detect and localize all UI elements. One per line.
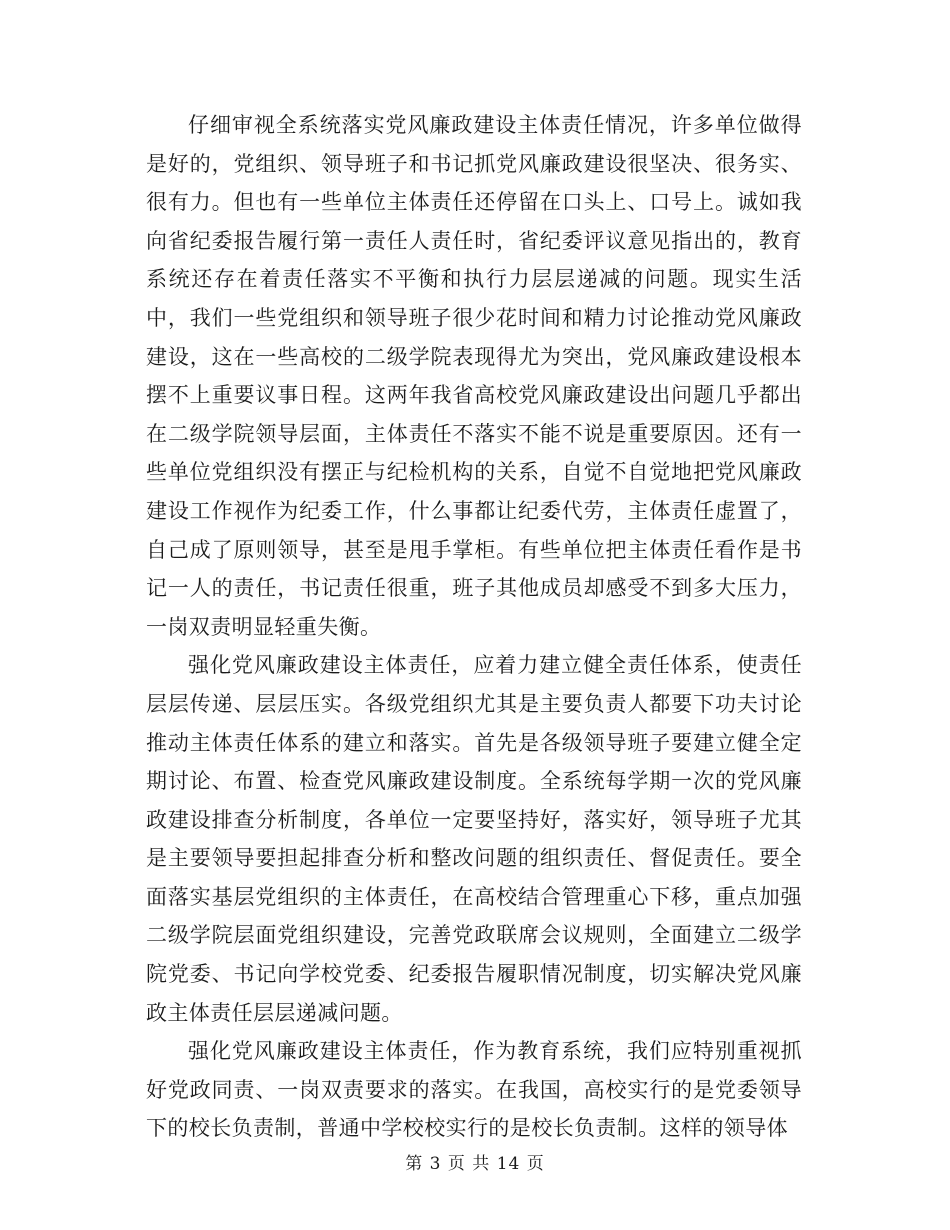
paragraph-2: 强化党风廉政建设主体责任，应着力建立健全责任体系，使责任层层传递、层层压实。各级党组织尤其是主要负责人都要下功夫讨论推动主体责任体系的建立和落实。首先是各级领导班子要建立健全定期讨论、布置、检查党风廉政建设制度。全系统每学期一次的党风廉政建设排查分析制度，各单位一定要坚持好，落实好，领导班子尤其是主要领导要担起排查分析和整改问题的组织责任、督促责任。要全面落实基层党组织的主体责任，在高校结合管理重心下移，重点加强二级学院层面党组织建设，完善党政联席会议规则，全面建立二级学院党委、书记向学校党委、纪委报告履职情况制度，切实解决党风廉政主体责任层层递减问题。 (146, 653, 802, 1025)
paragraph-3: 强化党风廉政建设主体责任，作为教育系统，我们应特别重视抓好党政同责、一岗双责要求的落实。在我国，高校实行的是党委领导下的校长负责制，普通中学校校实行的是校长负责制。这样的领导体 (146, 1039, 802, 1141)
paragraph-1: 仔细审视全系统落实党风廉政建设主体责任情况，许多单位做得是好的，党组织、领导班子和书记抓党风廉政建设很坚决、很务实、很有力。但也有一些单位主体责任还停留在口头上、口号上。诚如我向省纪委报告履行第一责任人责任时，省纪委评议意见指出的，教育系统还存在着责任落实不平衡和执行力层层递减的问题。现实生活中，我们一些党组织和领导班子很少花时间和精力讨论推动党风廉政建设，这在一些高校的二级学院表现得尤为突出，党风廉政建设根本摆不上重要议事日程。这两年我省高校党风廉政建设出问题几乎都出在二级学院领导层面，主体责任不落实不能不说是重要原因。还有一些单位党组织没有摆正与纪检机构的关系，自觉不自觉地把党风廉政建设工作视作为纪委工作，什么事都让纪委代劳，主体责任虚置了，自己成了原则领导，甚至是甩手掌柜。有些单位把主体责任看作是书记一人的责任，书记责任很重，班子其他成员却感受不到多大压力，一岗双责明显轻重失衡。 (146, 113, 802, 639)
page-number-footer: 第 3 页 共 14 页 (405, 1154, 545, 1174)
document-body (146, 106, 802, 1148)
